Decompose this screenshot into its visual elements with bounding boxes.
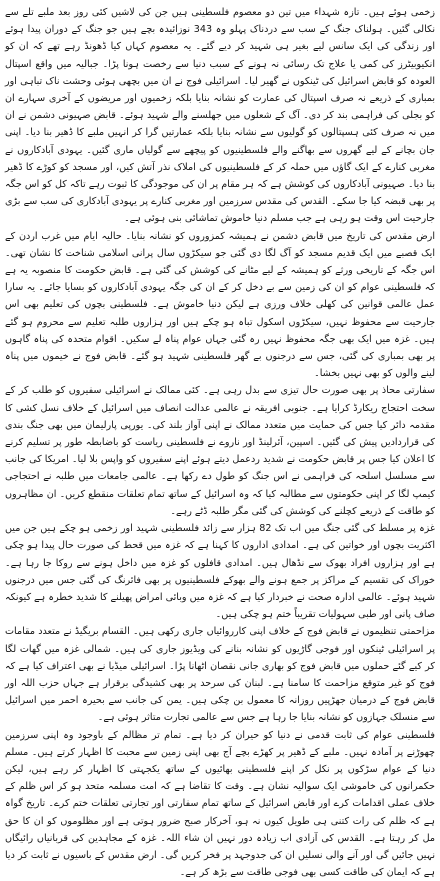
article-paragraph-6: فلسطینی عوام کی ثابت قدمی نے دنیا کو حیران کر دیا ہے۔ تمام تر مظالم کے باوجود وہ اپنی سرزمین چھوڑنے پر آمادہ نہیں۔ ملبے کے ڈھیر پر کھڑے بچے آج بھی اپنی زمین سے محبت کا اظہار کرتے ہیں۔ مسلم دنیا کے عوام سڑکوں پر نکل کر اپنے فلسطینی بھائیوں کے ساتھ یکجہتی کا اظہار کر رہے ہیں، لیکن حکمرانوں کی خاموشی ایک سوالیہ نشان ہے۔ وقت کا تقاضا ہے کہ امت مسلمہ متحد ہو کر اس ظلم کے خلاف عملی اقدامات کرے اور قابض اسرائیل کے ساتھ تمام سفارتی اور تجارتی تعلقات ختم کرے۔ تاریخ گواہ ہے کہ ظلم کی رات کتنی ہی طویل کیوں نہ ہو، آخرکار صبح ضرور ہوتی ہے اور مظلوموں کو ان کا حق مل کر رہتا ہے۔ القدس کی آزادی اب زیادہ دور نہیں ان شاء اللہ۔ غزہ کے مجاہدین کی قربانیاں رائیگاں نہیں جائیں گی اور آنے والی نسلیں ان کی جدوجہد پر فخر کریں گی۔ ارض مقدس کے باسیوں نے ثابت کر دیا ہے کہ ایمان کی طاقت کسی بھی فوجی طاقت سے بڑھ کر ہے۔ xyxy=(5,729,435,879)
article-paragraph-2: ارض مقدس کی تاریخ میں قابض دشمن نے ہمیشہ کمزوروں کو نشانہ بنایا۔ حالیہ ایام میں غرب اردن کے ایک قصبے میں ایک قدیم مسجد کو آگ لگا دی گئی جو سیکڑوں سال پرانی اسلامی شناخت کا نشان تھی۔ اس جگہ کے تاریخی ورثے کو ہمیشہ کے لیے مٹانے کی کوشش کی گئی ہے۔ قابض حکومت کا منصوبہ یہ ہے کہ فلسطینی عوام کو ان کی زمین سے بے دخل کر کے ان کی جگہ یہودی آبادکاروں کو بسایا جائے۔ یہ سارا عمل عالمی قوانین کی کھلی خلاف ورزی ہے لیکن دنیا خاموش ہے۔ فلسطینی بچوں کی تعلیم بھی اس جارحیت سے محفوظ نہیں، سیکڑوں اسکول تباہ ہو چکے ہیں اور ہزاروں طلبہ تعلیم سے محروم ہو گئے ہیں۔ غزہ میں ایک بھی جگہ محفوظ نہیں رہ گئی جہاں عوام پناہ لے سکیں۔ اقوام متحدہ کی پناہ گاہوں پر بھی بمباری کی گئی، جس سے درجنوں بے گھر فلسطینی شہید ہو گئے۔ قابض فوج نے خیموں میں پناہ لینے والوں کو بھی نہیں بخشا۔ xyxy=(5,230,435,380)
article-paragraph-4: غزہ پر مسلط کی گئی جنگ میں اب تک 82 ہزار سے زائد فلسطینی شہید اور زخمی ہو چکے ہیں جن میں اکثریت بچوں اور خواتین کی ہے۔ امدادی اداروں کا کہنا ہے کہ غزہ میں قحط کی صورت حال پیدا ہو چکی ہے اور ہزاروں افراد بھوک سے نڈھال ہیں۔ امدادی قافلوں کو غزہ میں داخل ہونے سے روکا جا رہا ہے۔ خوراک کی تقسیم کے مراکز پر جمع ہونے والے بھوکے فلسطینیوں پر بھی فائرنگ کی گئی جس میں درجنوں شہید ہوئے۔ عالمی ادارہ صحت نے خبردار کیا ہے کہ غزہ میں وبائی امراض پھیلنے کا شدید خطرہ ہے کیونکہ صاف پانی اور طبی سہولیات تقریباً ختم ہو چکی ہیں۔ xyxy=(5,523,435,621)
article-paragraph-1: زخمی ہوئے ہیں۔ تازہ شہداء میں تین دو معصوم فلسطینی ہیں جن کی لاشیں کئی روز بعد ملبے تلے سے نکالی گئیں۔ ہولناک جنگ کے سب سے دردناک پہلو وہ 343 نوزائیدہ بچے ہیں جو جنگ کے دوران پیدا ہوئے اور زندگی کی ایک سانس لیے بغیر ہی شہید کر دیے گئے۔ یہ معصوم کہاں کیا ڈھونڈ رہے تھے کہ ان کو انکیوبیٹرز کی کمی یا علاج تک رسائی نہ ہونے کے سبب دنیا سے رخصت ہونا پڑا۔ جبالیہ میں واقع اسپتال العودہ کو قابض اسرائیل کی ٹینکوں نے گھیر لیا۔ اسرائیلی فوج نے ان میں بچھی ہوئی وحشت ناک تباہی اور بمباری کے ذریعے نہ صرف اسپتال کی عمارت کو نشانہ بنایا بلکہ زخمیوں اور مریضوں کے آخری سہارے ان کو بجلی کی فراہمی بند کر دی۔ آگ کے شعلوں میں جھلسنے والے شہید ہوئے۔ قابض صہیونی دشمن نے ان میں نہ صرف کئی ہسپتالوں کو گولیوں سے نشانہ بنایا بلکہ عمارتیں گرا کر انہیں ملبے کا ڈھیر بنا دیا۔ اپنی جان بچانے کے لیے گھروں سے بھاگنے والے فلسطینیوں کو پیچھے سے گولیاں ماری گئیں۔ یہودی آبادکاروں نے مغربی کنارے کے ایک گاؤں میں حملہ کر کے فلسطینیوں کی املاک نذر آتش کیں، اور مسجد کو کوڑے کا ڈھیر بنا دیا۔ صہیونی آبادکاروں کی کوشش ہے کہ ہر مقام پر ان کی موجودگی کا ثبوت رہے تاکہ کل کو اس جگہ پر بھی قبضہ کیا جا سکے۔ القدس کی مقدس سرزمین اور مغربی کنارے پر یہودی آبادکاری کی سب سے بڑی جارحیت اس وقت ہو رہی ہے جب مسلم دنیا خاموش تماشائی بنی ہوئی ہے۔ xyxy=(5,7,435,225)
article-paragraph-3: سفارتی محاذ پر بھی صورت حال تیزی سے بدل رہی ہے۔ کئی ممالک نے اسرائیلی سفیروں کو طلب کر کے سخت احتجاج ریکارڈ کرایا ہے۔ جنوبی افریقہ نے عالمی عدالت انصاف میں اسرائیل کے خلاف نسل کشی کا مقدمہ دائر کیا جس کی حمایت میں متعدد ممالک نے اپنی آواز بلند کی۔ یورپی پارلیمان میں بھی جنگ بندی کی قراردادیں پیش کی گئیں۔ اسپین، آئرلینڈ اور ناروے نے فلسطینی ریاست کو باضابطہ طور پر تسلیم کرنے کا اعلان کیا جس پر قابض حکومت نے شدید ردعمل دیتے ہوئے اپنے سفیروں کو واپس بلا لیا۔ امریکا کی جانب سے مسلسل اسلحہ کی فراہمی نے اس جنگ کو طول دے رکھا ہے۔ عالمی جامعات میں طلبہ نے احتجاجی کیمپ لگا کر اپنی حکومتوں سے مطالبہ کیا کہ وہ اسرائیل کے ساتھ تمام تعلقات منقطع کریں۔ ان مظاہروں کو طاقت کے ذریعے کچلنے کی کوشش کی گئی مگر طلبہ ڈٹے رہے۔ xyxy=(5,385,435,517)
article-paragraph-5: مزاحمتی تنظیموں نے قابض فوج کے خلاف اپنی کارروائیاں جاری رکھی ہیں۔ القسام بریگیڈ نے متعدد مقامات پر اسرائیلی ٹینکوں اور فوجی گاڑیوں کو نشانہ بنانے کی ویڈیوز جاری کی ہیں۔ شمالی غزہ میں گھات لگا کر کیے گئے حملوں میں قابض فوج کو بھاری جانی نقصان اٹھانا پڑا۔ اسرائیلی میڈیا نے بھی اعتراف کیا ہے کہ فوج کو غیر متوقع مزاحمت کا سامنا ہے۔ لبنان کی سرحد پر بھی کشیدگی برقرار ہے جہاں حزب اللہ اور قابض فوج کے درمیان جھڑپیں روزانہ کا معمول بن چکی ہیں۔ یمن کی جانب سے بحیرہ احمر میں اسرائیل سے منسلک جہازوں کو نشانہ بنایا جا رہا ہے جس سے عالمی تجارت متاثر ہوئی ہے۔ xyxy=(5,626,435,724)
